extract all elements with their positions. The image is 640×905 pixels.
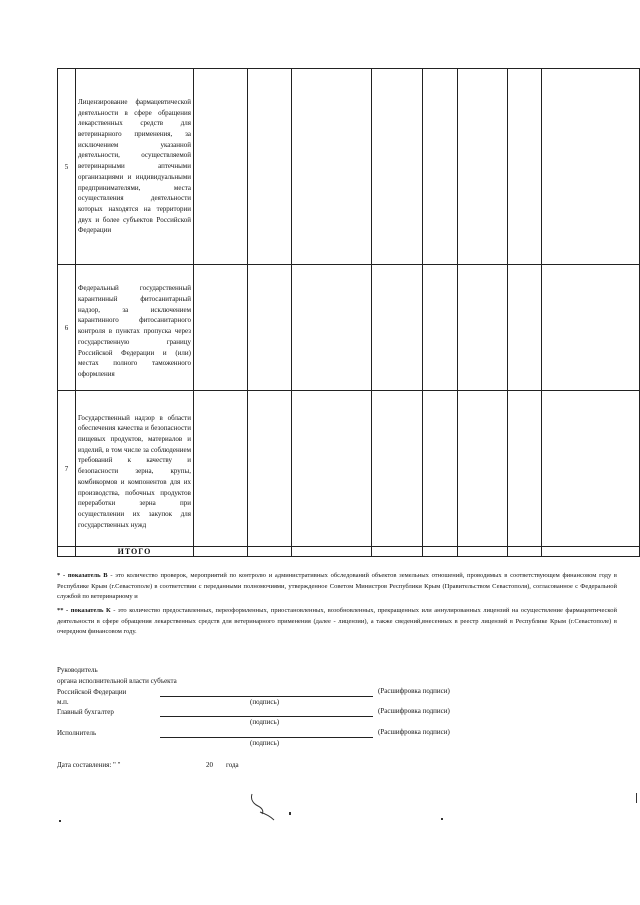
value-cell bbox=[248, 69, 292, 265]
value-cell bbox=[194, 69, 248, 265]
accountant-signature-line bbox=[160, 716, 373, 717]
note-b-text: - это количество проверок, мероприятий по контролю и административных обследований объектов земельных отношений, проводимых в соответствующем финансовом году в Республике Крым (г.Севастополе) в соответствии с переданными полномочиями, утвержденное Советом Министров Республики Крым (Правительством Севастополя), согласованное с Федеральной службой по ветеринарному и bbox=[57, 572, 617, 601]
scan-dot bbox=[441, 818, 443, 820]
value-cell bbox=[194, 265, 248, 391]
value-cell bbox=[292, 391, 372, 547]
value-cell bbox=[372, 547, 423, 557]
accountant-sign-hint: (подпись) bbox=[250, 718, 280, 726]
value-cell bbox=[248, 547, 292, 557]
value-cell bbox=[423, 69, 458, 265]
stamp-mark: м.п. bbox=[57, 698, 69, 706]
signature-scribble bbox=[240, 790, 300, 826]
report-table bbox=[57, 68, 640, 557]
value-cell bbox=[194, 547, 248, 557]
scan-dot bbox=[289, 812, 291, 815]
value-cell bbox=[508, 265, 542, 391]
head-signature-line bbox=[160, 696, 373, 697]
value-cell bbox=[292, 69, 372, 265]
row-number: 6 bbox=[58, 265, 76, 391]
row-description: Лицензирование фармацевтической деятельности в сфере обращения лекарственных средств для ветеринарного применения, за исключением указанной деятельности, осуществляемой ветеринарными аптечными организациями и индивидуальными предпринимателями, места осуществления деятельности которых находятся на территории двух и более субъектов Российской Федерации bbox=[76, 69, 194, 265]
executor-sign-hint: (подпись) bbox=[250, 739, 280, 747]
note-k-prefix: ** - показатель К bbox=[57, 607, 111, 614]
value-cell bbox=[542, 69, 640, 265]
executor-signature-line bbox=[160, 737, 373, 738]
head-title-1: Руководитель bbox=[57, 666, 98, 674]
value-cell bbox=[292, 265, 372, 391]
row-description: Государственный надзор в области обеспечения качества и безопасности пищевых продуктов, материалов и изделий, в том числе за соблюдением требований к качеству и безопасности зерна, крупы, комбикормов и компонентов для их производства, побочных продуктов переработки зерна при осуществлении их закупок для государственных нужд bbox=[76, 391, 194, 547]
value-cell bbox=[542, 391, 640, 547]
head-decode-hint: (Расшифровка подписи) bbox=[378, 687, 450, 695]
scan-edge-mark bbox=[636, 793, 637, 803]
value-cell bbox=[423, 265, 458, 391]
value-cell bbox=[372, 69, 423, 265]
value-cell bbox=[58, 547, 76, 557]
table-row bbox=[58, 391, 640, 547]
total-row bbox=[58, 547, 640, 557]
value-cell bbox=[508, 547, 542, 557]
head-title-3: Российской Федерации bbox=[57, 688, 127, 696]
executor-label: Исполнитель bbox=[57, 729, 97, 737]
note-k-text: - это количество предоставленных, переоформленных, приостановленных, возобновленных, прекращенных или аннулированных лицензий на осуществление фармацевтической деятельности в сфере обращения лекарственных средств для ветеринарного применения (далее - лицензии), а также сведений,внесенных в реестр лицензий в Республике Крым (г.Севастополе) в очередном финансовом году. bbox=[57, 607, 617, 636]
value-cell bbox=[194, 391, 248, 547]
note-b bbox=[57, 571, 617, 603]
executor-decode-hint: (Расшифровка подписи) bbox=[378, 728, 450, 736]
value-cell bbox=[423, 391, 458, 547]
accountant-decode-hint: (Расшифровка подписи) bbox=[378, 707, 450, 715]
table-row bbox=[58, 69, 640, 265]
value-cell bbox=[458, 69, 508, 265]
total-label: ИТОГО bbox=[76, 547, 194, 557]
value-cell bbox=[458, 391, 508, 547]
table-row bbox=[58, 265, 640, 391]
note-k bbox=[57, 606, 617, 638]
date-label: Дата составления: " " bbox=[57, 761, 121, 769]
value-cell bbox=[508, 391, 542, 547]
value-cell bbox=[458, 265, 508, 391]
value-cell bbox=[458, 547, 508, 557]
date-suffix: года bbox=[226, 761, 239, 769]
value-cell bbox=[292, 547, 372, 557]
value-cell bbox=[248, 391, 292, 547]
accountant-label: Главный бухгалтер bbox=[57, 708, 114, 716]
value-cell bbox=[423, 547, 458, 557]
row-number: 5 bbox=[58, 69, 76, 265]
value-cell bbox=[508, 69, 542, 265]
scan-dot bbox=[59, 820, 61, 822]
note-b-prefix: * - показатель В bbox=[57, 572, 108, 579]
row-number: 7 bbox=[58, 391, 76, 547]
value-cell bbox=[248, 265, 292, 391]
date-year: 20 bbox=[206, 761, 213, 769]
row-description: Федеральный государственный карантинный фитосанитарный надзор, за исключением карантинного фитосанитарного контроля в пунктах пропуска через государственную границу Российской Федерации и (или) местах полного таможенного оформления bbox=[76, 265, 194, 391]
value-cell bbox=[372, 265, 423, 391]
value-cell bbox=[542, 265, 640, 391]
head-sign-hint: (подпись) bbox=[250, 698, 280, 706]
head-title-2: органа исполнительной власти субъекта bbox=[57, 677, 177, 685]
value-cell bbox=[372, 391, 423, 547]
value-cell bbox=[542, 547, 640, 557]
